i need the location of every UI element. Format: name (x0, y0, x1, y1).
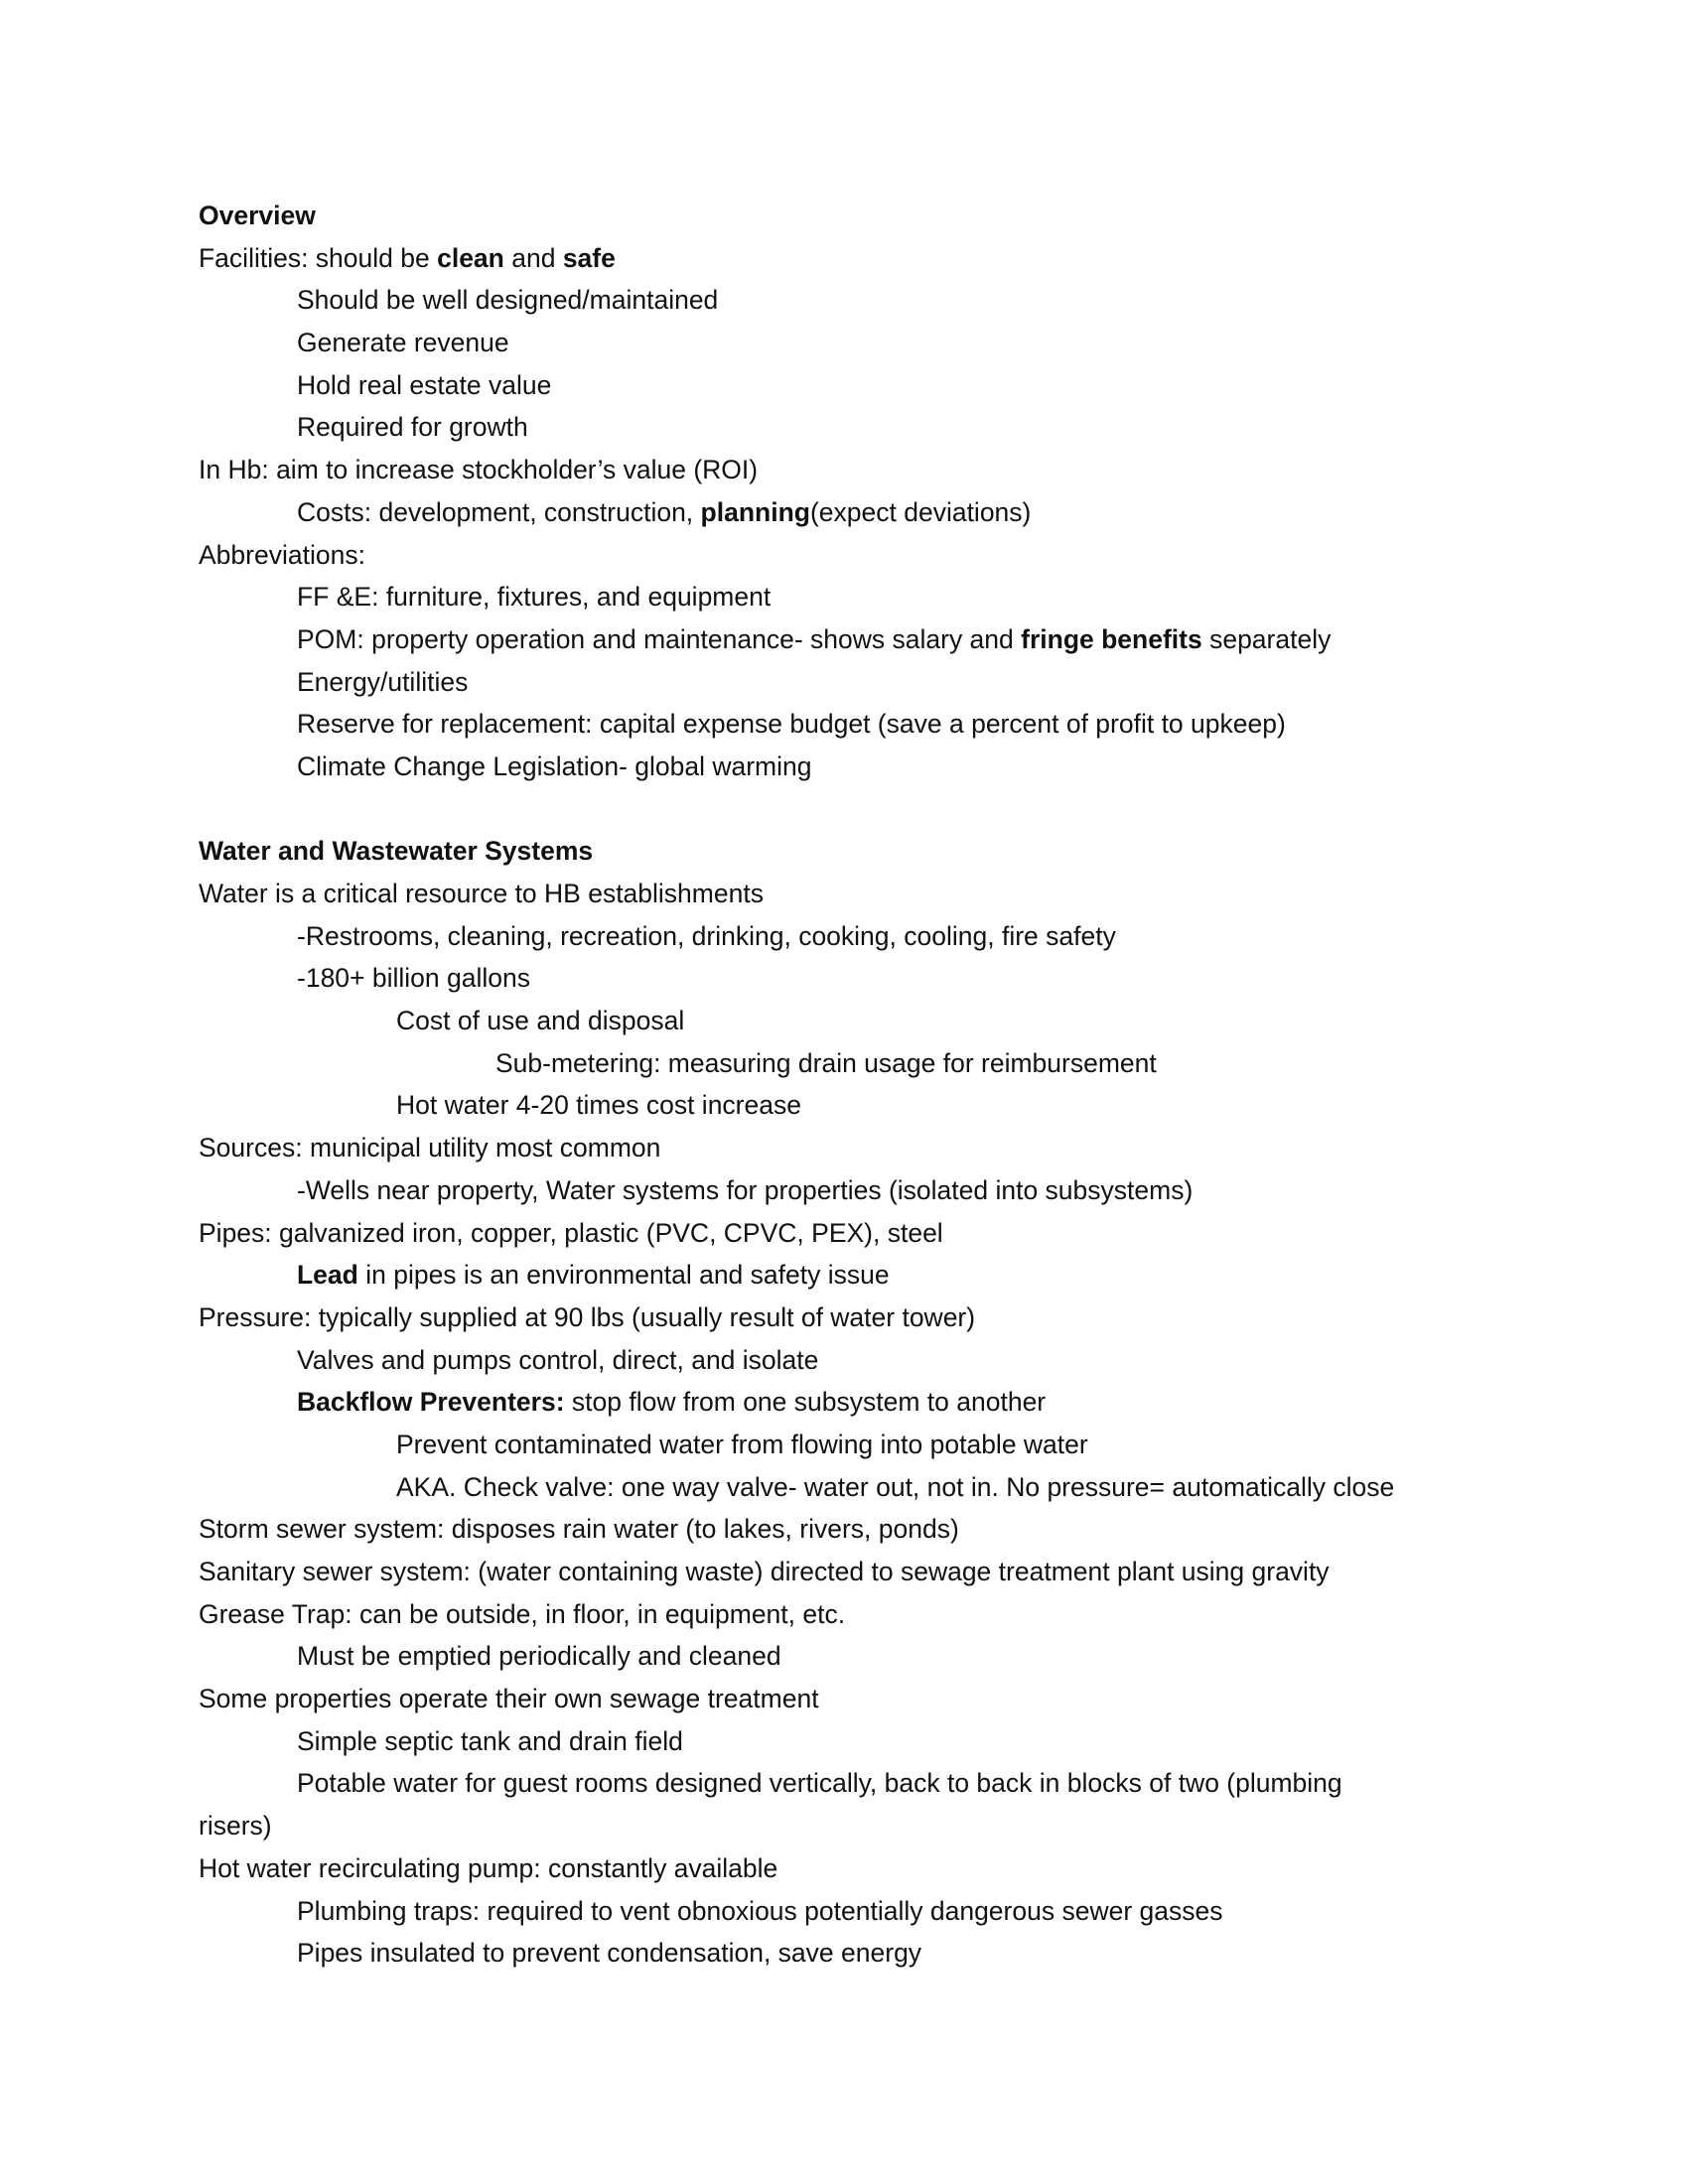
indented-line (199, 957, 1489, 1000)
text-segment: -Wells near property, Water systems for properties (isolated into subsystems) (297, 1174, 1194, 1205)
indented-line (199, 1635, 1489, 1678)
text-line (199, 1127, 1489, 1169)
text-segment: AKA. Check valve: one way valve- water out, not in. No pressure= automatically close (396, 1471, 1395, 1502)
text-segment: Should be well designed/maintained (297, 285, 719, 316)
text-line (199, 1847, 1489, 1890)
text-segment: Reserve for replacement: capital expense budget (save a percent of profit to upkeep) (297, 709, 1286, 740)
text-segment: Pipes: galvanized iron, copper, plastic (PVC, CPVC, PEX), steel (199, 1217, 943, 1248)
indented-line (199, 491, 1489, 534)
indented-line (199, 746, 1489, 788)
text-segment: Energy/utilities (297, 666, 469, 697)
text-segment: Valves and pumps control, direct, and isolate (297, 1344, 819, 1375)
text-segment: risers) (199, 1811, 272, 1842)
text-segment: Pressure: typically supplied at 90 lbs (usually result of water tower) (199, 1301, 976, 1332)
text-segment: Pipes insulated to prevent condensation, save energy (297, 1938, 922, 1969)
text-line (199, 1551, 1489, 1593)
indented-line (199, 1000, 1489, 1042)
indented-line (199, 1720, 1489, 1763)
text-line (199, 534, 1489, 577)
text-segment: Hold real estate value (297, 369, 552, 400)
bold-text: planning (700, 496, 810, 527)
text-segment: Grease Trap: can be outside, in floor, in equipment, etc. (199, 1598, 846, 1629)
text-segment: Plumbing traps: required to vent obnoxious potentially dangerous sewer gasses (297, 1895, 1223, 1926)
text-line (199, 1805, 1489, 1847)
indented-line (199, 1169, 1489, 1212)
indented-line (199, 1381, 1489, 1424)
indented-line (199, 364, 1489, 407)
text-segment: Simple septic tank and drain field (297, 1725, 683, 1756)
text-segment: Prevent contaminated water from flowing into potable water (396, 1429, 1088, 1459)
text-segment: Potable water for guest rooms designed vertically, back to back in blocks of two (plumbing (297, 1768, 1342, 1799)
indented-line (199, 1339, 1489, 1382)
text-segment: Hot water 4-20 times cost increase (396, 1090, 801, 1121)
text-segment: -Restrooms, cleaning, recreation, drinking, cooking, cooling, fire safety (297, 920, 1116, 951)
text-line (199, 1508, 1489, 1551)
indented-line (199, 1254, 1489, 1297)
indented-line (199, 406, 1489, 449)
bold-text: fringe benefits (1021, 623, 1202, 654)
indented-line (199, 618, 1489, 661)
indented-line (199, 279, 1489, 322)
indented-line (199, 1932, 1489, 1975)
text-segment: Sanitary sewer system: (water containing waste) directed to sewage treatment plant using gravity (199, 1557, 1330, 1586)
text-line (199, 873, 1489, 915)
text-segment: Facilities: should be (199, 242, 438, 273)
indented-line (199, 576, 1489, 618)
bold-text: safe (562, 242, 616, 273)
indented-line (199, 1890, 1489, 1933)
text-line (199, 237, 1489, 280)
text-line (199, 1212, 1489, 1255)
text-segment: Sub-metering: measuring drain usage for reimbursement (495, 1047, 1157, 1078)
text-line (199, 449, 1489, 491)
text-line (199, 1593, 1489, 1636)
text-segment: Generate revenue (297, 328, 509, 358)
document-body (199, 195, 1489, 1975)
text-segment: and (503, 242, 563, 273)
text-segment: Hot water recirculating pump: constantly available (199, 1852, 778, 1883)
text-segment: Some properties operate their own sewage treatment (199, 1684, 819, 1714)
text-segment: Climate Change Legislation- global warming (297, 751, 812, 781)
bold-text: Lead (297, 1260, 358, 1291)
text-segment: Costs: development, construction, (297, 496, 701, 527)
text-segment: -180+ billion gallons (297, 963, 530, 994)
text-segment: (expect deviations) (809, 496, 1032, 527)
indented-line (199, 1084, 1489, 1127)
indented-line (199, 661, 1489, 704)
text-segment: POM: property operation and maintenance- shows salary and (297, 623, 1022, 654)
text-segment: FF &E: furniture, fixtures, and equipment (297, 582, 772, 613)
blank-line (199, 788, 1489, 831)
text-line (199, 1678, 1489, 1720)
indented-line (199, 1466, 1489, 1509)
text-line (199, 195, 1489, 237)
indented-line (199, 1424, 1489, 1466)
text-segment: Required for growth (297, 412, 528, 443)
text-segment: Storm sewer system: disposes rain water (to lakes, rivers, ponds) (199, 1514, 959, 1545)
indented-line (199, 1042, 1489, 1085)
text-segment: Must be emptied periodically and cleaned (297, 1641, 781, 1672)
text-segment: Water is a critical resource to HB establishments (199, 879, 764, 908)
text-segment: separately (1201, 623, 1332, 654)
bold-text: Backflow Preventers: (297, 1387, 565, 1418)
text-segment: stop flow from one subsystem to another (564, 1387, 1047, 1418)
indented-line (199, 1762, 1489, 1805)
text-line (199, 1297, 1489, 1339)
text-segment: in pipes is an environmental and safety issue (357, 1260, 890, 1291)
indented-line (199, 322, 1489, 364)
text-segment: Sources: municipal utility most common (199, 1133, 661, 1163)
text-line (199, 830, 1489, 873)
bold-text: Overview (199, 201, 316, 230)
text-segment: Cost of use and disposal (396, 1006, 685, 1036)
indented-line (199, 915, 1489, 958)
text-segment: In Hb: aim to increase stockholder’s value (ROI) (199, 455, 759, 485)
indented-line (199, 703, 1489, 746)
text-segment: Abbreviations: (199, 539, 365, 570)
bold-text: clean (437, 242, 504, 273)
bold-text: Water and Wastewater Systems (199, 836, 594, 867)
